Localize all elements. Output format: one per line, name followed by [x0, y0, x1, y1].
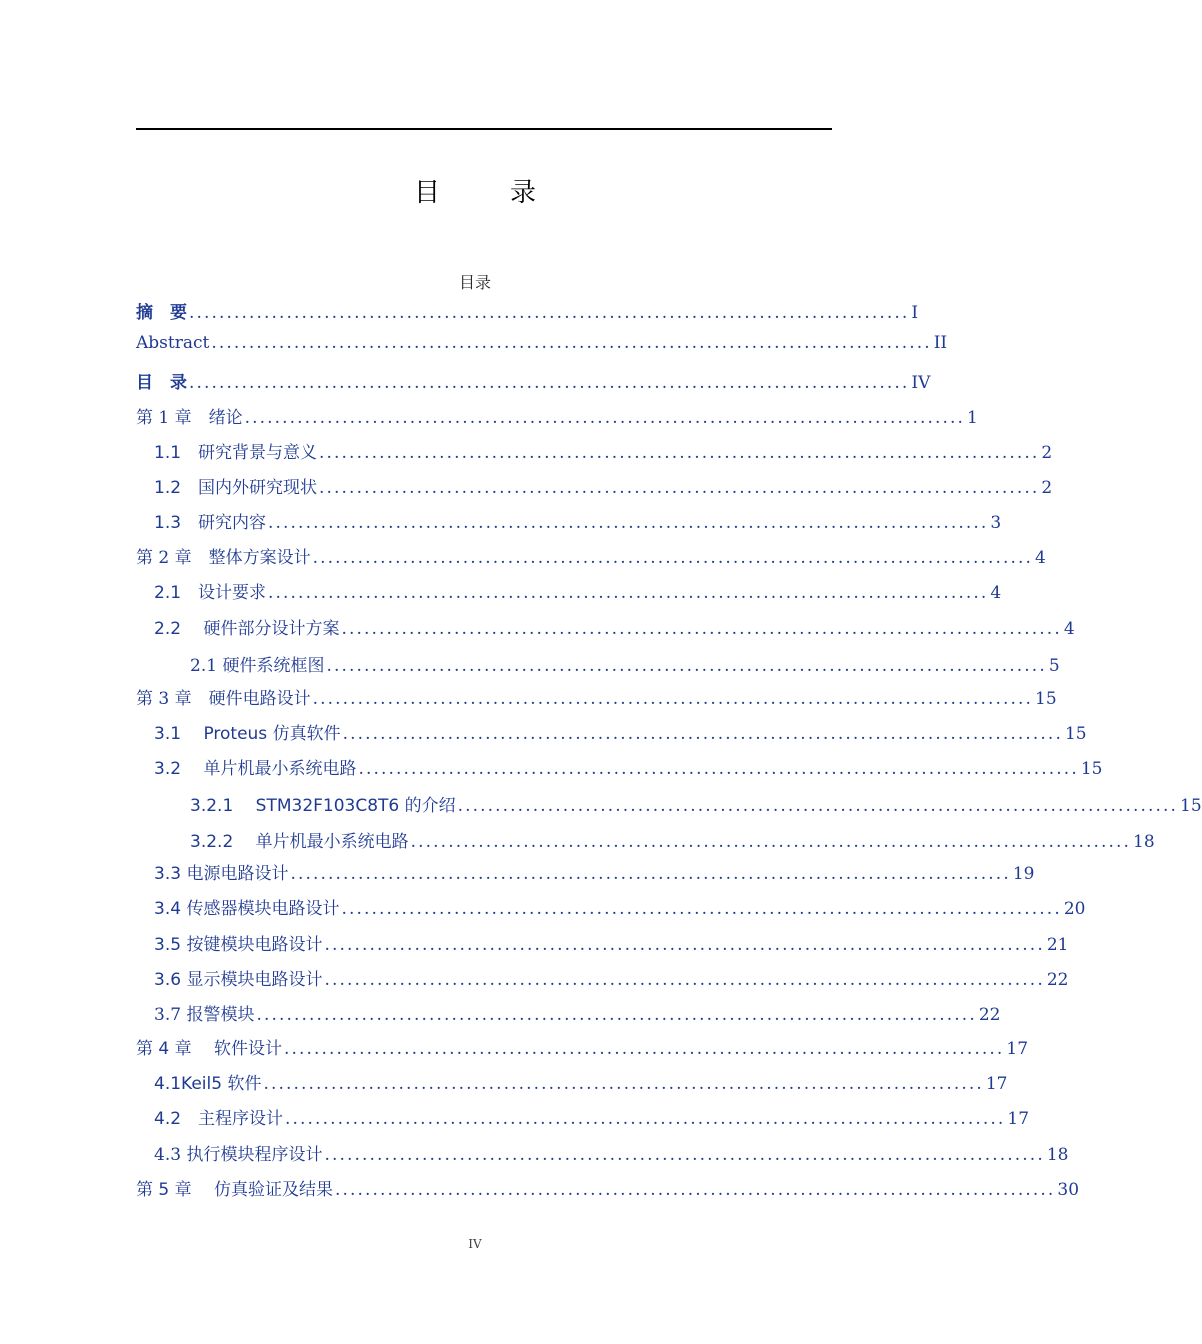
toc-entry-3-5[interactable]: 3.5 按键模块电路设计 ................................................................................................ 21 — [154, 935, 1069, 955]
toc-entry-4-1[interactable]: 4.1Keil5 软件 ................................................................................................ 17 — [154, 1074, 1008, 1094]
toc-entry-3-3[interactable]: 3.3 电源电路设计 ................................................................................................ 19 — [154, 864, 1035, 884]
toc-entry-chapter-2[interactable]: 第 2 章 整体方案设计 ................................................................................................ 4 — [136, 548, 1046, 568]
toc-subheading: 目录 — [458, 273, 491, 292]
toc-entry-abstract-cn[interactable]: 摘 要 ................................................................................................ I — [136, 303, 919, 323]
toc-entry-3-7[interactable]: 3.7 报警模块 ................................................................................................ 22 — [154, 1005, 1001, 1025]
toc-entry-3-2[interactable]: 3.2 单片机最小系统电路 ................................................................................................ 15 — [154, 759, 1103, 779]
toc-entry-3-4[interactable]: 3.4 传感器模块电路设计 ................................................................................................ 20 — [154, 899, 1086, 919]
header-rule — [136, 128, 832, 130]
toc-entry-3-6[interactable]: 3.6 显示模块电路设计 ................................................................................................ 22 — [154, 970, 1069, 990]
page-title: 目 录 — [413, 178, 558, 208]
toc-entry-1-1[interactable]: 1.1 研究背景与意义 ................................................................................................ 2 — [154, 443, 1053, 463]
toc-entry-chapter-3[interactable]: 第 3 章 硬件电路设计 ................................................................................................ 15 — [136, 689, 1057, 709]
toc-entry-4-3[interactable]: 4.3 执行模块程序设计 ................................................................................................ 18 — [154, 1145, 1069, 1165]
toc-entry-4-2[interactable]: 4.2 主程序设计 ................................................................................................ 17 — [154, 1109, 1030, 1129]
toc-entry-chapter-4[interactable]: 第 4 章 软件设计 ................................................................................................ 17 — [136, 1039, 1029, 1059]
toc-entry-3-2-2[interactable]: 3.2.2 单片机最小系统电路 ................................................................................................ 18 — [190, 832, 1155, 852]
toc-entry-chapter-1[interactable]: 第 1 章 绪论 ................................................................................................ 1 — [136, 408, 978, 428]
toc-entry-1-2[interactable]: 1.2 国内外研究现状 ................................................................................................ 2 — [154, 478, 1053, 498]
toc-entry-2-1[interactable]: 2.1 设计要求 ................................................................................................ 4 — [154, 583, 1002, 603]
toc-entry-chapter-5[interactable]: 第 5 章 仿真验证及结果 ................................................................................................ 30 — [136, 1180, 1080, 1200]
toc-entry-3-2-1[interactable]: 3.2.1 STM32F103C8T6 的介绍 ................................................................................................ 15 — [190, 796, 1202, 816]
toc-entry-abstract-en[interactable]: Abstract ................................................................................................ II — [136, 333, 948, 353]
toc-entry-1-3[interactable]: 1.3 研究内容 ................................................................................................ 3 — [154, 513, 1002, 533]
toc-entry-contents[interactable]: 目 录 ................................................................................................ IV — [136, 373, 931, 393]
toc-entry-2-1-diagram[interactable]: 2.1 硬件系统框图 ................................................................................................ 5 — [190, 656, 1060, 676]
page-number-footer: IV — [468, 1237, 482, 1251]
toc-entry-2-2[interactable]: 2.2 硬件部分设计方案 ................................................................................................ 4 — [154, 619, 1075, 639]
toc-entry-3-1[interactable]: 3.1 Proteus 仿真软件 ................................................................................................ 15 — [154, 724, 1087, 744]
